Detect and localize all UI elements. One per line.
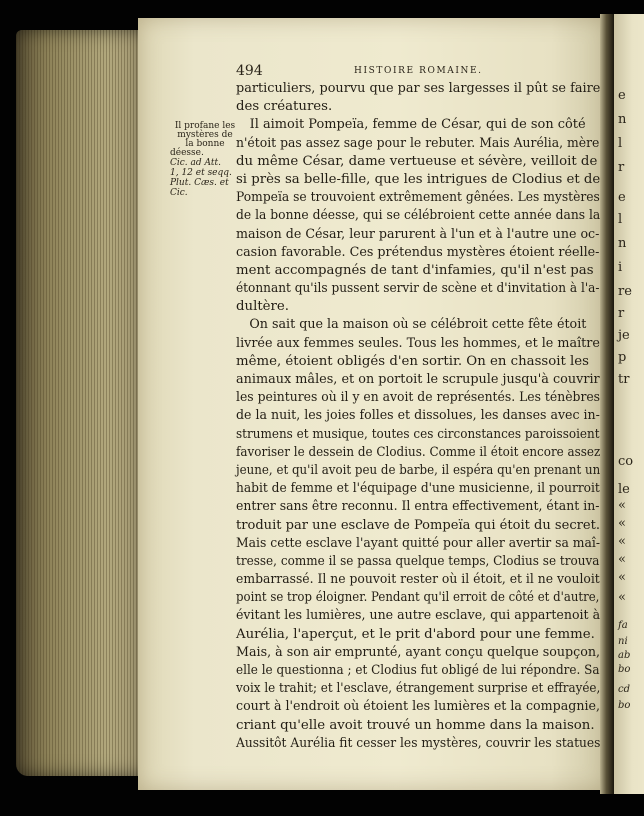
margin-reference: Cic. bbox=[170, 188, 188, 198]
body-text bbox=[236, 80, 600, 753]
margin-reference: 1, 12 et seqq. bbox=[170, 168, 232, 178]
text-line: criant qu'elle avoit trouvé un homme dans la maison. bbox=[236, 717, 595, 733]
text-line: point se trop éloigner. Pendant qu'il erroit de côté et d'autre, bbox=[236, 590, 600, 606]
text-line: Aurélia, l'aperçut, et le prit d'abord pour une femme. bbox=[236, 626, 595, 642]
text-line: des créatures. bbox=[236, 99, 333, 115]
text-line: casion favorable. Ces prétendus mystères étoient réelle- bbox=[236, 244, 600, 260]
running-head: HISTOIRE ROMAINE. bbox=[354, 66, 483, 76]
margin-note-line: mystères de bbox=[177, 130, 233, 140]
next-page-fragment: r bbox=[618, 160, 625, 175]
text-line: court à l'endroit où étoient les lumières et la compagnie, bbox=[236, 699, 601, 715]
next-page-fragment: tr bbox=[618, 372, 630, 387]
next-page-fragment: « bbox=[618, 552, 626, 567]
next-page-fragment: co bbox=[618, 454, 634, 469]
next-page-fragment: le bbox=[618, 482, 630, 497]
next-page-fragment: bo bbox=[618, 664, 631, 675]
text-line: maison de César, leur parurent à l'un et à l'autre une oc- bbox=[236, 226, 600, 242]
margin-note-line: déesse. bbox=[170, 148, 204, 158]
text-line: particuliers, pourvu que par ses largesses il pût se faire bbox=[236, 81, 601, 96]
text-line: Mais cette esclave l'ayant quitté pour aller avertir sa maî- bbox=[236, 535, 601, 551]
text-line: du même César, dame vertueuse et sévère, veilloit de bbox=[236, 153, 598, 169]
next-page-fragment: cd bbox=[618, 684, 631, 695]
next-page-fragment: i bbox=[618, 260, 623, 275]
book-gutter bbox=[600, 14, 614, 794]
text-line: habit de femme et l'équipage d'une musicienne, il pourroit bbox=[236, 481, 600, 497]
text-line: de la nuit, les joies folles et dissolues, les danses avec in- bbox=[236, 408, 600, 424]
text-line: On sait que la maison où se célébroit cette fête étoit bbox=[249, 317, 587, 333]
text-line: si près sa belle-fille, que les intrigues de Clodius et de bbox=[236, 171, 601, 187]
text-line: Il aimoit Pompeïa, femme de César, qui de son côté bbox=[249, 117, 586, 133]
margin-reference: Plut. Cæs. et bbox=[170, 178, 229, 188]
text-line: elle le questionna ; et Clodius fut obligé de lui répondre. Sa bbox=[236, 663, 600, 678]
next-page-fragment: fa bbox=[618, 620, 628, 631]
text-line: tresse, comme il se passa quelque temps, Clodius se trouva bbox=[236, 553, 600, 569]
next-page-fragment: e bbox=[618, 190, 626, 205]
next-page-fragment: re bbox=[618, 284, 632, 299]
next-page-fragment: « bbox=[618, 590, 626, 605]
text-line: animaux mâles, et on portoit le scrupule jusqu'à couvrir bbox=[236, 372, 600, 387]
next-page-fragment: e bbox=[618, 88, 626, 103]
text-line: les peintures où il y en avoit de représentés. Les ténèbres bbox=[236, 390, 601, 406]
margin-note-line: la bonne bbox=[185, 139, 225, 149]
next-page-fragment: p bbox=[618, 350, 627, 365]
text-line: étonnant qu'ils pussent servir de scène et d'invitation à l'a- bbox=[236, 281, 600, 297]
margin-note-line: Il profane les bbox=[174, 121, 236, 131]
next-page-fragment: l bbox=[618, 212, 623, 227]
text-line: dultère. bbox=[236, 299, 289, 315]
text-line: jeune, et qu'il avoit peu de barbe, il espéra qu'en prenant un bbox=[236, 462, 601, 478]
next-page-fragment: bo bbox=[618, 700, 631, 711]
margin-reference: Cic. ad Att. bbox=[170, 158, 221, 168]
next-page-fragment: « bbox=[618, 534, 626, 549]
text-line: Pompeïa se trouvoient extrêmement gênées. Les mystères bbox=[236, 190, 600, 206]
page-number: 494 bbox=[236, 63, 263, 79]
next-page-fragment: ab bbox=[618, 650, 631, 661]
next-page-fragment: n bbox=[618, 112, 627, 127]
book-fore-edge bbox=[16, 30, 146, 776]
text-line: favoriser le dessein de Clodius. Comme il étoit encore assez bbox=[236, 444, 601, 460]
text-line: strumens et musique, toutes ces circonstances paroissoient bbox=[236, 426, 600, 442]
text-line: de la bonne déesse, qui se célébroient cette année dans la bbox=[236, 208, 601, 224]
next-page-fragment: l bbox=[618, 136, 623, 151]
text-line: Aussitôt Aurélia fit cesser les mystères, couvrir les statues bbox=[236, 735, 601, 751]
next-page-fragment: « bbox=[618, 570, 626, 585]
text-line: livrée aux femmes seules. Tous les hommes, et le maître bbox=[236, 335, 600, 351]
text-line: voix le trahit; et l'esclave, étrangement surprise et effrayée, bbox=[236, 681, 601, 697]
text-line: évitant les lumières, une autre esclave, qui appartenoit à bbox=[236, 608, 601, 624]
next-page-edge bbox=[614, 14, 644, 794]
text-line: ment accompagnés de tant d'infamies, qu'il n'est pas bbox=[236, 262, 594, 278]
next-page-fragment: r bbox=[618, 306, 625, 321]
text-line: entrer sans être reconnu. Il entra effectivement, étant in- bbox=[236, 499, 600, 515]
margin-note bbox=[170, 122, 240, 198]
next-page-fragment: n bbox=[618, 236, 627, 251]
text-line: troduit par une esclave de Pompeïa qui étoit du secret. bbox=[236, 517, 600, 533]
next-page-fragment: « bbox=[618, 498, 626, 513]
text-line: embarrassé. Il ne pouvoit rester où il étoit, et il ne vouloit bbox=[236, 572, 600, 588]
next-page-fragment: « bbox=[618, 516, 626, 531]
text-line: même, étoient obligés d'en sortir. On en chassoit les bbox=[236, 353, 590, 369]
next-page-fragment: je bbox=[618, 328, 630, 343]
next-page-fragment: ni bbox=[618, 636, 628, 647]
text-line: Mais, à son air emprunté, ayant conçu quelque soupçon, bbox=[236, 644, 601, 660]
text-line: n'étoit pas assez sage pour le rebuter. Mais Aurélia, mère bbox=[236, 135, 600, 151]
